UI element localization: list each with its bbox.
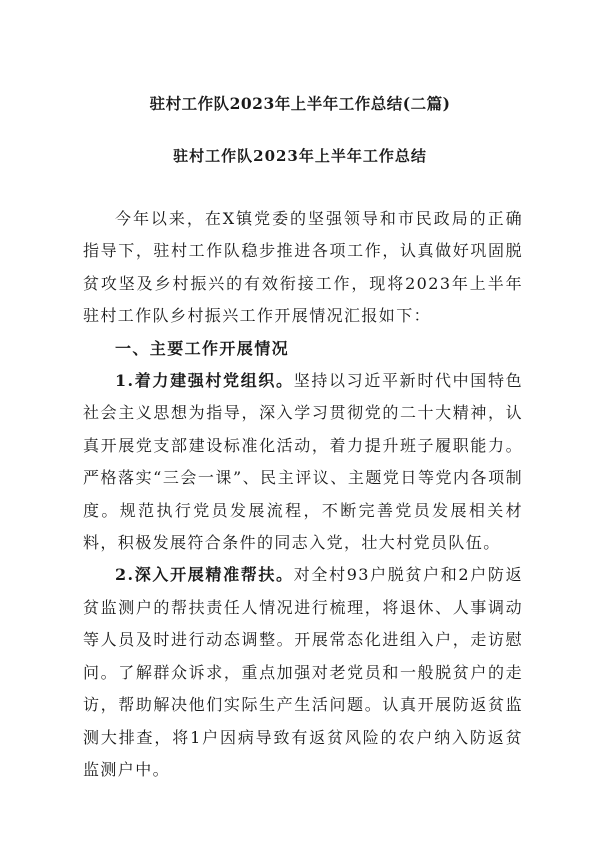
document-body [83,203,523,786]
intro-paragraph: 今年以来，在X镇党委的坚强领导和市民政局的正确指导下，驻村工作队稳步推进各项工作，认真做好巩固脱贫攻坚及乡村振兴的有效衔接工作，现将2023年上半年驻村工作队乡村振兴工作开展情况汇报如下： [83,209,523,326]
section-heading: 一、主要工作开展情况 [115,338,290,358]
item-1-body: 坚持以习近平新时代中国特色社会主义思想为指导，深入学习贯彻党的二十大精神，认真开展党支部建设标准化活动，着力提升班子履职能力。严格落实“三会一课”、民主评议、主题党日等党内各项制度。规范执行党员发展流程，不断完善党员发展相关材料，积极发展符合条件的同志入党，壮大村党员队伍。 [83,371,524,553]
item-2-lead: 2.深入开展精准帮扶。 [115,565,294,585]
document-title: 驻村工作队2023年上半年工作总结(二篇) [149,94,451,113]
item-1-paragraph [83,365,523,559]
item-2-paragraph [83,559,523,786]
document-subtitle: 驻村工作队2023年上半年工作总结 [173,147,427,165]
item-1-lead: 1.着力建强村党组织。 [115,371,294,391]
item-2-body: 对全村93户脱贫户和2户防返贫监测户的帮扶责任人情况进行梳理，将退休、人事调动等人员及时进行动态调整。开展常态化进组入户，走访慰问。了解群众诉求，重点加强对老党员和一般脱贫户的走访，帮助解决他们实际生产生活问题。认真开展防返贫监测大排查，将1户因病导致有返贫风险的农户纳入防返贫监测户中。 [83,565,523,779]
